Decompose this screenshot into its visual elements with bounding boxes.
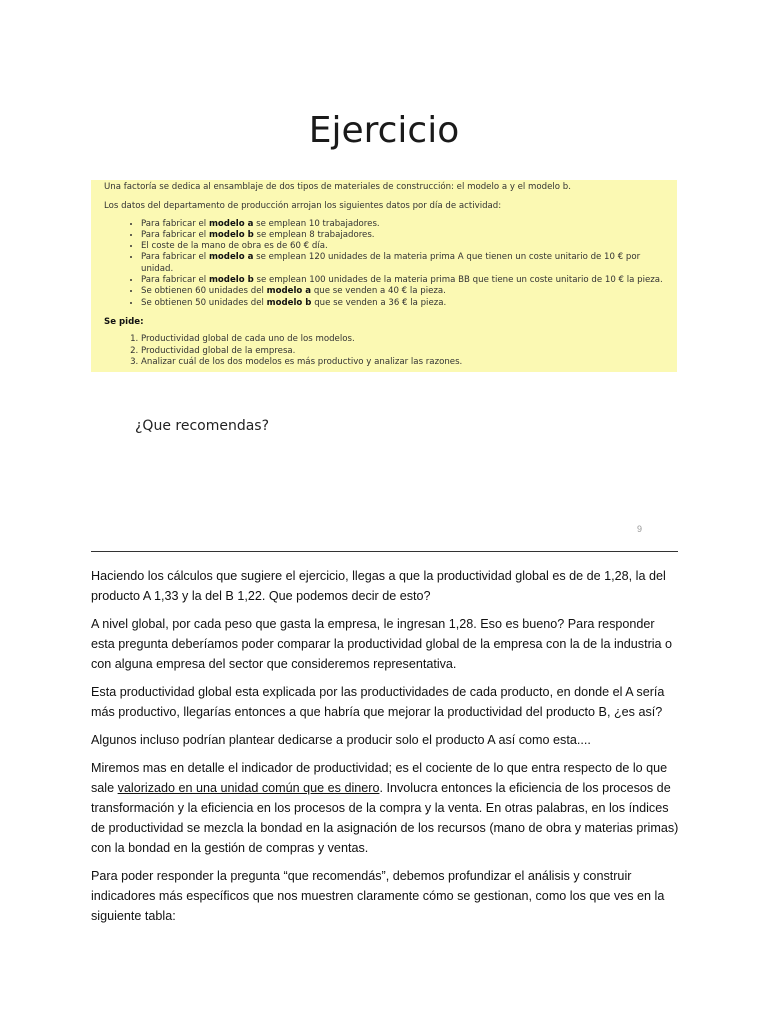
body-text bbox=[91, 566, 681, 934]
paragraph-detail: Miremos mas en detalle el indicador de productividad; es el cociente de lo que entra respecto de lo que sale valorizado en una unidad común que es dinero. Involucra entonces la eficiencia de los procesos de transformación y la eficiencia en los procesos de la compra y la venta. En otras palabras, en los índices de productividad se mezcla la bondad en la asignación de los recursos (mano de obra y materias primas) con la bondad en la gestión de compras y ventas. bbox=[91, 761, 679, 855]
list-item: • Se obtienen 60 unidades del modelo a que se venden a 40 € la pieza. bbox=[141, 286, 665, 297]
paragraph: A nivel global, por cada peso que gasta la empresa, le ingresan 1,28. Eso es bueno? Para responder esta pregunta deberíamos poder comparar la productividad global de la empresa con la de la industria o con alguna empresa del sector que consideremos representativa. bbox=[91, 617, 673, 671]
paragraph: Haciendo los cálculos que sugiere el ejercicio, llegas a que la productividad global es de de 1,28, la del producto A 1,33 y la del B 1,22. Que podemos decir de esto? bbox=[91, 569, 666, 603]
list-item: • Se obtienen 50 unidades del modelo b que se venden a 36 € la pieza. bbox=[141, 298, 665, 309]
list-item: • El coste de la mano de obra es de 60 € día. bbox=[141, 241, 665, 252]
list-item: 1. Productividad global de cada uno de los modelos. bbox=[141, 334, 665, 345]
list-item: 3. Analizar cuál de los dos modelos es más productivo y analizar las razones. bbox=[141, 357, 665, 368]
paragraph: Esta productividad global esta explicada por las productividades de cada producto, en donde el A sería más productivo, llegarías entonces a que habría que mejorar la productividad del producto B, ¿es así? bbox=[91, 685, 665, 719]
exercise-box bbox=[91, 180, 677, 372]
exercise-intro: Una factoría se dedica al ensamblaje de dos tipos de materiales de construcción: el modelo a y el modelo b. bbox=[104, 182, 571, 192]
page-number: 9 bbox=[637, 524, 643, 534]
divider bbox=[91, 551, 678, 552]
list-item: 2. Productividad global de la empresa. bbox=[141, 346, 665, 357]
underlined-phrase: valorizado en una unidad común que es dinero bbox=[117, 781, 380, 795]
list-item: • Para fabricar el modelo b se emplean 8 trabajadores. bbox=[141, 230, 665, 241]
question-text: ¿Que recomendas? bbox=[135, 418, 270, 434]
exercise-data-list bbox=[104, 219, 665, 309]
paragraph: Algunos incluso podrían plantear dedicarse a producir solo el producto A así como esta.... bbox=[91, 733, 591, 747]
exercise-data-intro: Los datos del departamento de producción arrojan los siguientes datos por día de actividad: bbox=[104, 201, 502, 212]
task-list bbox=[104, 334, 665, 368]
se-pide-label: Se pide: bbox=[104, 316, 144, 327]
list-item: • Para fabricar el modelo b se emplean 100 unidades de la materia prima BB que tiene un coste unitario de 10 € la pieza. bbox=[141, 275, 665, 286]
page-title: Ejercicio bbox=[308, 110, 460, 151]
list-item: • Para fabricar el modelo a se emplean 10 trabajadores. bbox=[141, 219, 665, 230]
paragraph: Para poder responder la pregunta “que recomendás”, debemos profundizar el análisis y construir indicadores más específicos que nos muestren claramente cómo se gestionan, como los que ves en la siguiente tabla: bbox=[91, 869, 665, 923]
list-item: • Para fabricar el modelo a se emplean 120 unidades de la materia prima A que tienen un coste unitario de 10 € por unidad. bbox=[141, 252, 665, 275]
